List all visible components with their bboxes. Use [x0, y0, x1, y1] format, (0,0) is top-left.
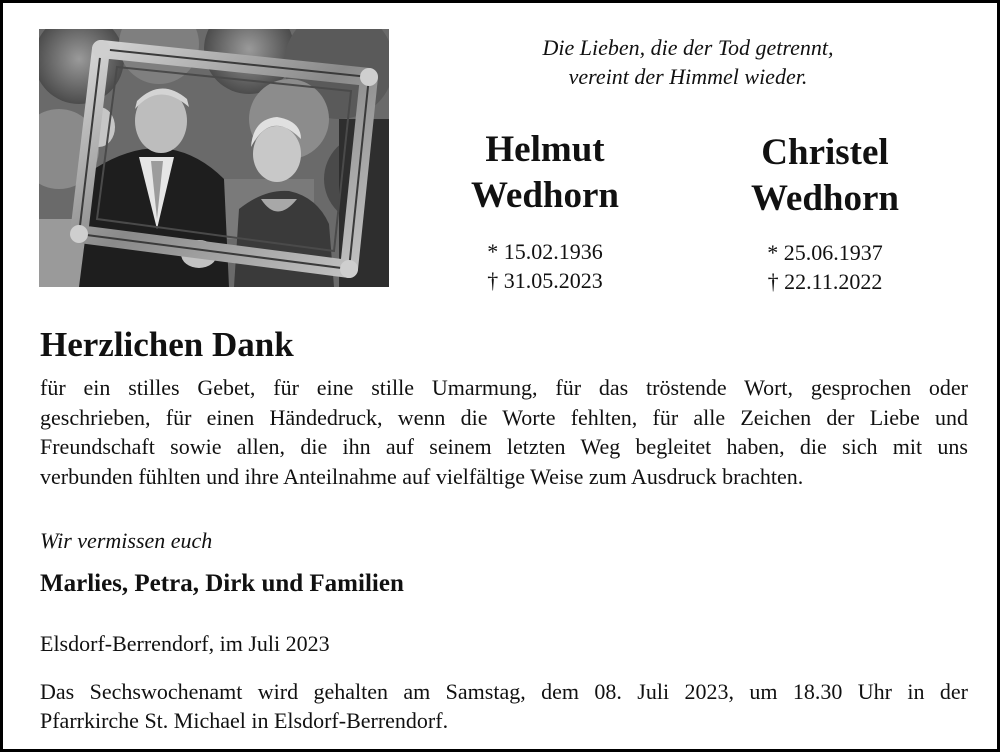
closing-phrase: Wir vermissen euch — [40, 528, 213, 553]
deceased-1-death-date: † 31.05.2023 — [487, 268, 603, 293]
deceased-1 — [445, 127, 645, 295]
thanks-line: Freundschaft sowie allen, die ihn auf seinem letzten Weg begleitet haben, die sich mit uns — [40, 434, 968, 459]
place-and-date: Elsdorf-Berrendorf, im Juli 2023 — [40, 631, 330, 656]
thanks-heading: Herzlichen Dank — [40, 325, 294, 364]
couple-photo — [39, 29, 389, 287]
quote-line-1: Die Lieben, die der Tod getrennt, — [542, 35, 834, 60]
thanks-line: geschrieben, für einen Händedruck, wenn die Worte fehlten, für alle Zeichen der Liebe und — [40, 404, 968, 430]
couple-photo-image — [39, 29, 389, 287]
deceased-1-first-name: Helmut — [485, 129, 605, 170]
mass-announcement — [40, 677, 968, 735]
mass-line: Das Sechswochenamt wird gehalten am Samstag, dem 08. Juli 2023, um 18.30 Uhr in der — [40, 679, 968, 704]
deceased-2-first-name: Christel — [761, 132, 889, 173]
deceased-2-last-name: Wedhorn — [750, 178, 900, 219]
deceased-2 — [725, 130, 925, 296]
deceased-2-birth-date: * 25.06.1937 — [767, 240, 883, 265]
quote-line-2: vereint der Himmel wieder. — [568, 64, 808, 89]
thanks-line: für ein stilles Gebet, für eine stille Umarmung, für das tröstende Wort, gesprochen oder — [40, 375, 968, 400]
thanks-text — [40, 373, 968, 491]
deceased-1-last-name: Wedhorn — [470, 175, 620, 216]
deceased-1-birth-date: * 15.02.1936 — [487, 239, 603, 264]
thanks-line: verbunden fühlten und ihre Anteilnahme auf vielfältige Weise zum Ausdruck brachten. — [40, 463, 804, 489]
deceased-2-death-date: † 22.11.2022 — [767, 269, 883, 294]
mass-line: Pfarrkirche St. Michael in Elsdorf-Berrendorf. — [40, 708, 449, 733]
memorial-quote — [463, 33, 913, 91]
family-names: Marlies, Petra, Dirk und Familien — [40, 570, 404, 597]
